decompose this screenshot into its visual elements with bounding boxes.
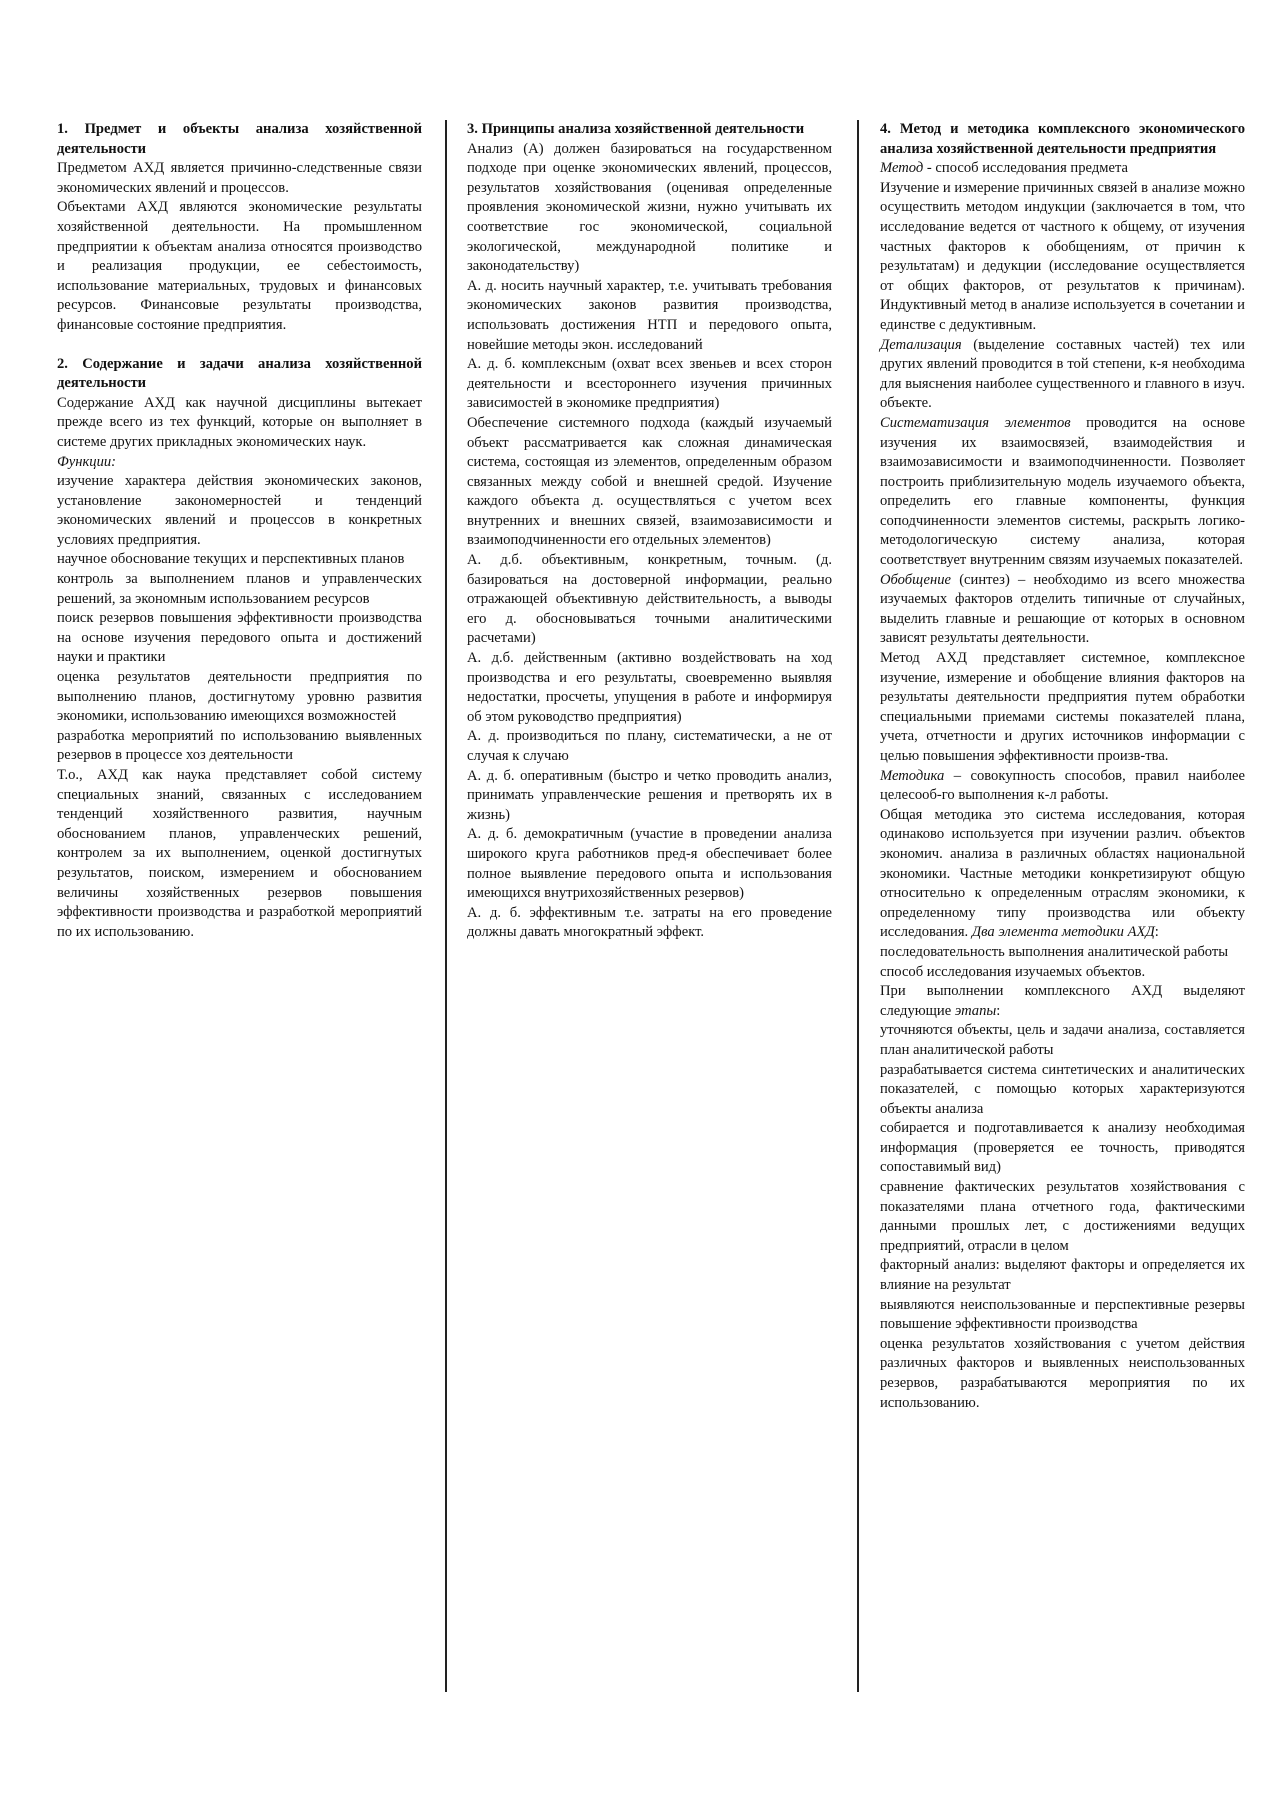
section-2-paragraph-1: Содержание АХД как научной дисциплины вытекает прежде всего из тех функций, которые он выполняет в системе других прикладных экономических наук.: [57, 394, 422, 450]
systematization-paragraph: [880, 414, 1245, 571]
two-elements-term: Два элемента методики АХД: [971, 924, 1155, 941]
function-item-5: оценка результатов деятельности предприятия по выполнению планов, достигнутому уровню развития экономики, использованию имеющихся возможностей: [57, 669, 422, 725]
principle-item-10: А. д. б. эффективным т.е. затраты на его проведение должны давать многократный эффект.: [467, 904, 832, 941]
section-2-title: 2. Содержание и задачи анализа хозяйственной деятельности: [57, 355, 422, 392]
section-2-functions-label: Функции:: [57, 453, 117, 470]
method-definition: [880, 159, 1245, 179]
stage-item-6: выявляются неиспользованные и перспективные резервы повышение эффективности производства: [880, 1296, 1245, 1333]
principle-item-9: А. д. б. демократичным (участие в проведении анализа широкого круга работников пред-я обеспечивает более полное выявление передового опыта и использования имеющихся внутрихозяйственных резервов): [467, 826, 832, 902]
principle-item-5: А. д.б. объективным, конкретным, точным. (д. базироваться на достоверной информации, реально отражающей объективную действительность, а выводы его д. обосновываться точными аналитическими расчетами): [467, 552, 832, 647]
section-4-title: 4. Метод и методика комплексного экономического анализа хозяйственной деятельности предприятия: [880, 121, 1245, 157]
principle-item-3: А. д. б. комплексным (охват всех звеньев и всех сторон деятельности и всестороннего изучения причинных зависимостей в экономике предприятия): [467, 356, 832, 412]
function-item-4: поиск резервов повышения эффективности производства на основе изучения передового опыта и достижений науки и практики: [57, 610, 422, 666]
stage-item-5: факторный анализ: выделяют факторы и определяется их влияние на результат: [880, 1257, 1245, 1294]
generalization-text: (синтез) – необходимо из всего множества изучаемых факторов отделить типичные от случайных, выделить главные и решающие от которых в основном зависят результаты деятельности.: [880, 571, 1245, 647]
stage-item-1: уточняются объекты, цель и задачи анализа, составляется план аналитической работы: [880, 1022, 1245, 1058]
column-divider-2: [857, 120, 859, 1692]
function-item-1: изучение характера действия экономических законов, установление закономерностей и тенденций экономических явлений и процессов в конкретных условиях предприятия.: [57, 473, 422, 548]
function-item-3: контроль за выполнением планов и управленческих решений, за экономным использованием ресурсов: [57, 571, 422, 607]
function-item-6: разработка мероприятий по использованию выявленных резервов в процессе хоз деятельности: [57, 727, 422, 764]
principle-item-7: А. д. производиться по плану, систематически, а не от случая к случаю: [467, 728, 832, 764]
stages-term: этапы: [954, 1002, 997, 1019]
method-term: Метод: [880, 160, 924, 177]
general-methodology-text: Общая методика это система исследования, которая одинаково используется при изучении различ. объектов экономич. анализа в различных областях национальной экономики. Частные методики конкретизируют общую относительно к определенным отраслям экономики, к определенному типу производства или объекту исследования.: [880, 806, 1245, 941]
systematization-term: Систематизация элементов: [880, 414, 1071, 431]
element-item-2: способ исследования изучаемых объектов.: [880, 963, 1146, 980]
element-item-1: последовательность выполнения аналитической работы: [880, 943, 1229, 960]
detalization-text: (выделение составных частей) тех или других явлений проводится в той степени, к-я необходима для выяснения наиболее существенного и главного в изуч. объекте.: [880, 336, 1245, 412]
method-axd-paragraph: Метод АХД представляет системное, комплексное изучение, измерение и обобщение влияния факторов на результаты деятельности предприятия путем обработки специальными приемами системы показателей плана, учета, отчетности и других источников информации с целью повышения эффективности произв-тва.: [880, 650, 1245, 764]
methodology-text: – совокупность способов, правил наиболее целесооб-го выполнения к-л работы.: [880, 767, 1245, 804]
systematization-text: проводится на основе изучения их взаимосвязей, взаимодействия и взаимозависимости и взаимоподчиненности. Позволяет построить приблизительную модель изучаемого объекта, определить его главные компоненты, функция соподчиненности элементов системы, раскрыть логико-методологическую систему анализа, которая соответствует внутренним связям изучаемых показателей.: [880, 414, 1245, 569]
induction-paragraph: Изучение и измерение причинных связей в анализе можно осуществить методом индукции (заключается в том, что исследование ведется от частного к общему, от изучения частных факторов к обобщениям, от причин к результатам) и дедукции (исследование осуществляется от общих факторов, от результатов к причинам). Индуктивный метод в анализе используется в сочетании и единстве с дедуктивным.: [880, 179, 1245, 333]
column-1: [57, 120, 422, 942]
principle-item-4: Обеспечение системного подхода (каждый изучаемый объект рассматривается как сложная динамическая система, состоящая из элементов, определенным образом связанных между собой и внешней средой. Изучение каждого объекта д. осуществляться с учетом всех внутренних и внешних связей, взаимозависимости и взаимоподчиненности его отдельных элементов): [467, 414, 832, 549]
column-2: [467, 120, 832, 943]
principle-item-2: А. д. носить научный характер, т.е. учитывать требования экономических законов развития производства, использовать достижения НТП и передового опыта, новейшие методы экон. исследований: [467, 277, 832, 353]
methodology-term: Методика: [880, 767, 945, 784]
principle-item-8: А. д. б. оперативным (быстро и четко проводить анализ, принимать управленческие решения и претворять их в жизнь): [467, 767, 832, 823]
stage-item-4: сравнение фактических результатов хозяйствования с показателями плана отчетного года, фактическими данными прошлых лет, с достижениями ведущих предприятий, отрасли в целом: [880, 1179, 1245, 1254]
function-item-2: научное обоснование текущих и перспективных планов: [57, 551, 405, 568]
section-1-paragraph-2: Объектами АХД являются экономические результаты хозяйственной деятельности. На промышленном предприятии к объектам анализа относятся производство и реализация продукции, ее себестоимость, использование материальных, трудовых и финансовых ресурсов. Финансовые результаты производства, финансовые состояние предприятия.: [57, 199, 422, 333]
two-elements-colon: :: [1154, 924, 1159, 941]
methodology-paragraph: [880, 767, 1245, 806]
section-3-title: 3. Принципы анализа хозяйственной деятельности: [467, 121, 805, 137]
method-def-text: - способ исследования предмета: [923, 160, 1128, 177]
stage-item-3: собирается и подготавливается к анализу необходимая информация (проверяется ее точность, приводятся сопоставимый вид): [880, 1120, 1245, 1176]
detalization-term: Детализация: [880, 336, 962, 353]
column-divider-1: [445, 120, 447, 1692]
document-page: [57, 120, 1247, 1695]
stages-colon: :: [996, 1002, 1001, 1019]
stages-intro-text: При выполнении комплексного АХД выделяют следующие: [880, 983, 1245, 1019]
stage-item-2: разрабатывается система синтетических и аналитических показателей, с помощью которых характеризуются объекты анализа: [880, 1061, 1245, 1117]
column-3: [880, 120, 1245, 1413]
section-2-conclusion: Т.о., АХД как наука представляет собой систему специальных знаний, связанных с исследованием тенденций хозяйственного развития, научным обоснованием планов, управленческих решений, контролем за их выполнением, оценкой достигнутых результатов, поиском, измерением и обоснованием величины хозяйственных резервов повышения эффективности производства и разработкой мероприятий по их использованию.: [57, 767, 422, 940]
stages-intro: [880, 982, 1245, 1021]
section-1-title: 1. Предмет и объекты анализа хозяйственной деятельности: [57, 121, 422, 157]
section-1-paragraph-1: Предметом АХД является причинно-следственные связи экономических явлений и процессов.: [57, 160, 422, 196]
general-methodology-paragraph: [880, 806, 1245, 943]
generalization-term: Обобщение: [880, 571, 952, 588]
stage-item-7: оценка результатов хозяйствования с учетом действия различных факторов и выявленных неиспользованных резервов, разрабатываются мероприятия по их использованию.: [880, 1335, 1245, 1411]
generalization-paragraph: [880, 571, 1245, 649]
principle-item-6: А. д.б. действенным (активно воздействовать на ход производства и его результаты, своевременно выявляя недостатки, просчеты, упущения в работе и информируя об этом руководство предприятия): [467, 650, 832, 725]
detalization-paragraph: [880, 336, 1245, 414]
principle-item-1: Анализ (А) должен базироваться на государственном подходе при оценке экономических явлений, процессов, результатов хозяйствования (оценивая определенные проявления экономической жизни, нужно учитывать их соответствие гос экономической, социальной экологической, международной политике и законодательству): [467, 140, 832, 275]
